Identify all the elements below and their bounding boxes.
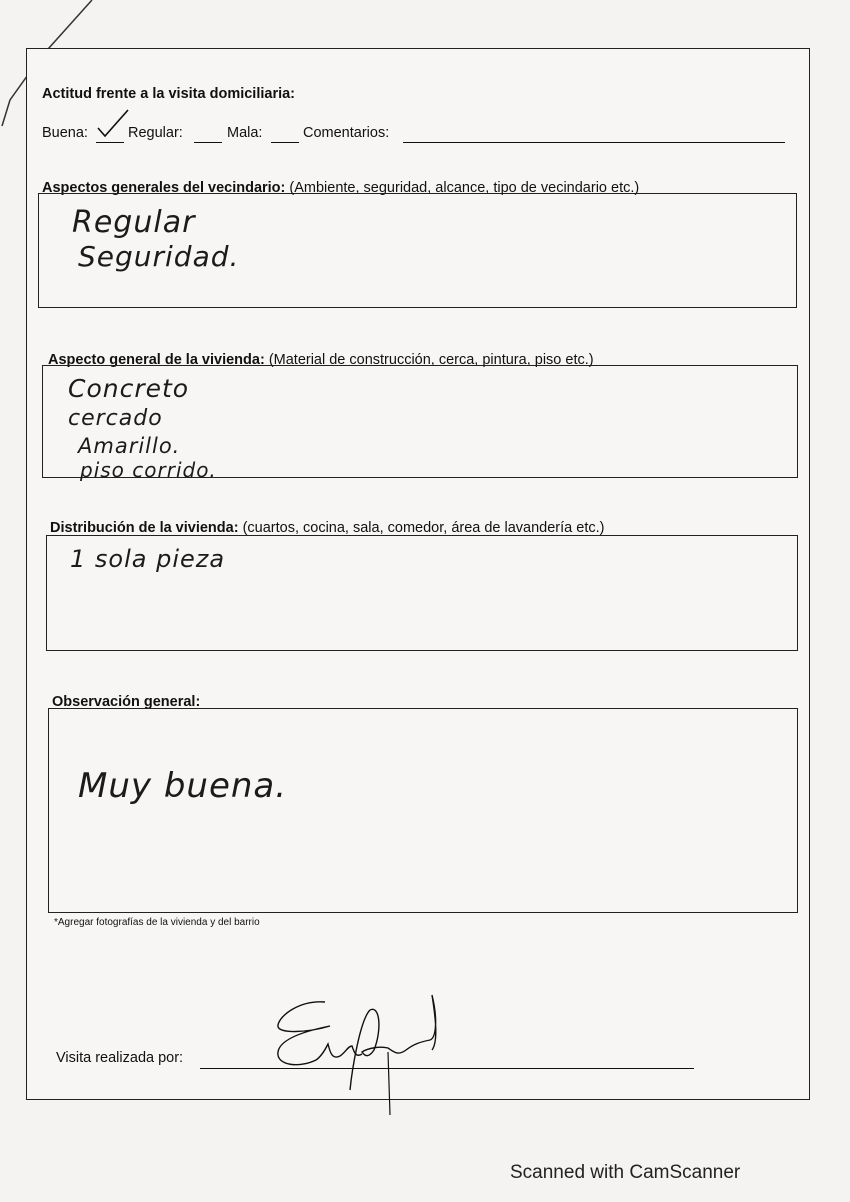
housing-line-1: Concreto — [68, 374, 190, 403]
neighborhood-line-1: Regular — [72, 205, 196, 240]
distribution-hint: (cuartos, cocina, sala, comedor, área de lavandería etc.) — [242, 520, 605, 536]
housing-line-3: Amarillo. — [78, 434, 181, 458]
observation-box[interactable] — [48, 708, 798, 913]
visit-label: Visita realizada por: — [56, 1050, 184, 1066]
observation-text: Muy buena. — [78, 766, 288, 806]
housing-title: Aspecto general de la vivienda: — [48, 352, 265, 368]
housing-line-2: cercado — [68, 406, 163, 431]
mala-label: Mala: — [227, 125, 263, 141]
housing-line-4: piso corrido. — [80, 458, 217, 482]
mala-answer-line[interactable] — [271, 142, 299, 143]
buena-label: Buena: — [42, 125, 88, 141]
neighborhood-hint: (Ambiente, seguridad, alcance, tipo de vecindario etc.) — [289, 180, 640, 196]
observation-title: Observación general: — [52, 694, 201, 710]
neighborhood-title: Aspectos generales del vecindario: — [42, 180, 286, 196]
photos-note: *Agregar fotografías de la vivienda y del barrio — [54, 917, 260, 928]
distribution-heading — [50, 520, 604, 536]
buena-answer-line[interactable] — [96, 142, 124, 143]
regular-answer-line[interactable] — [194, 142, 222, 143]
checkmark-icon — [96, 108, 130, 138]
comentarios-label: Comentarios: — [303, 125, 390, 141]
housing-hint: (Material de construcción, cerca, pintura, piso etc.) — [268, 352, 594, 368]
attitude-title: Actitud frente a la visita domiciliaria: — [42, 86, 296, 102]
neighborhood-line-2: Seguridad. — [78, 240, 240, 273]
distribution-title: Distribución de la vivienda: — [50, 520, 239, 536]
signature-image — [270, 990, 450, 1120]
regular-label: Regular: — [128, 125, 183, 141]
comentarios-line[interactable] — [403, 142, 785, 143]
camscanner-watermark: Scanned with CamScanner — [510, 1162, 741, 1183]
distribution-line-1: 1 sola pieza — [70, 545, 226, 573]
